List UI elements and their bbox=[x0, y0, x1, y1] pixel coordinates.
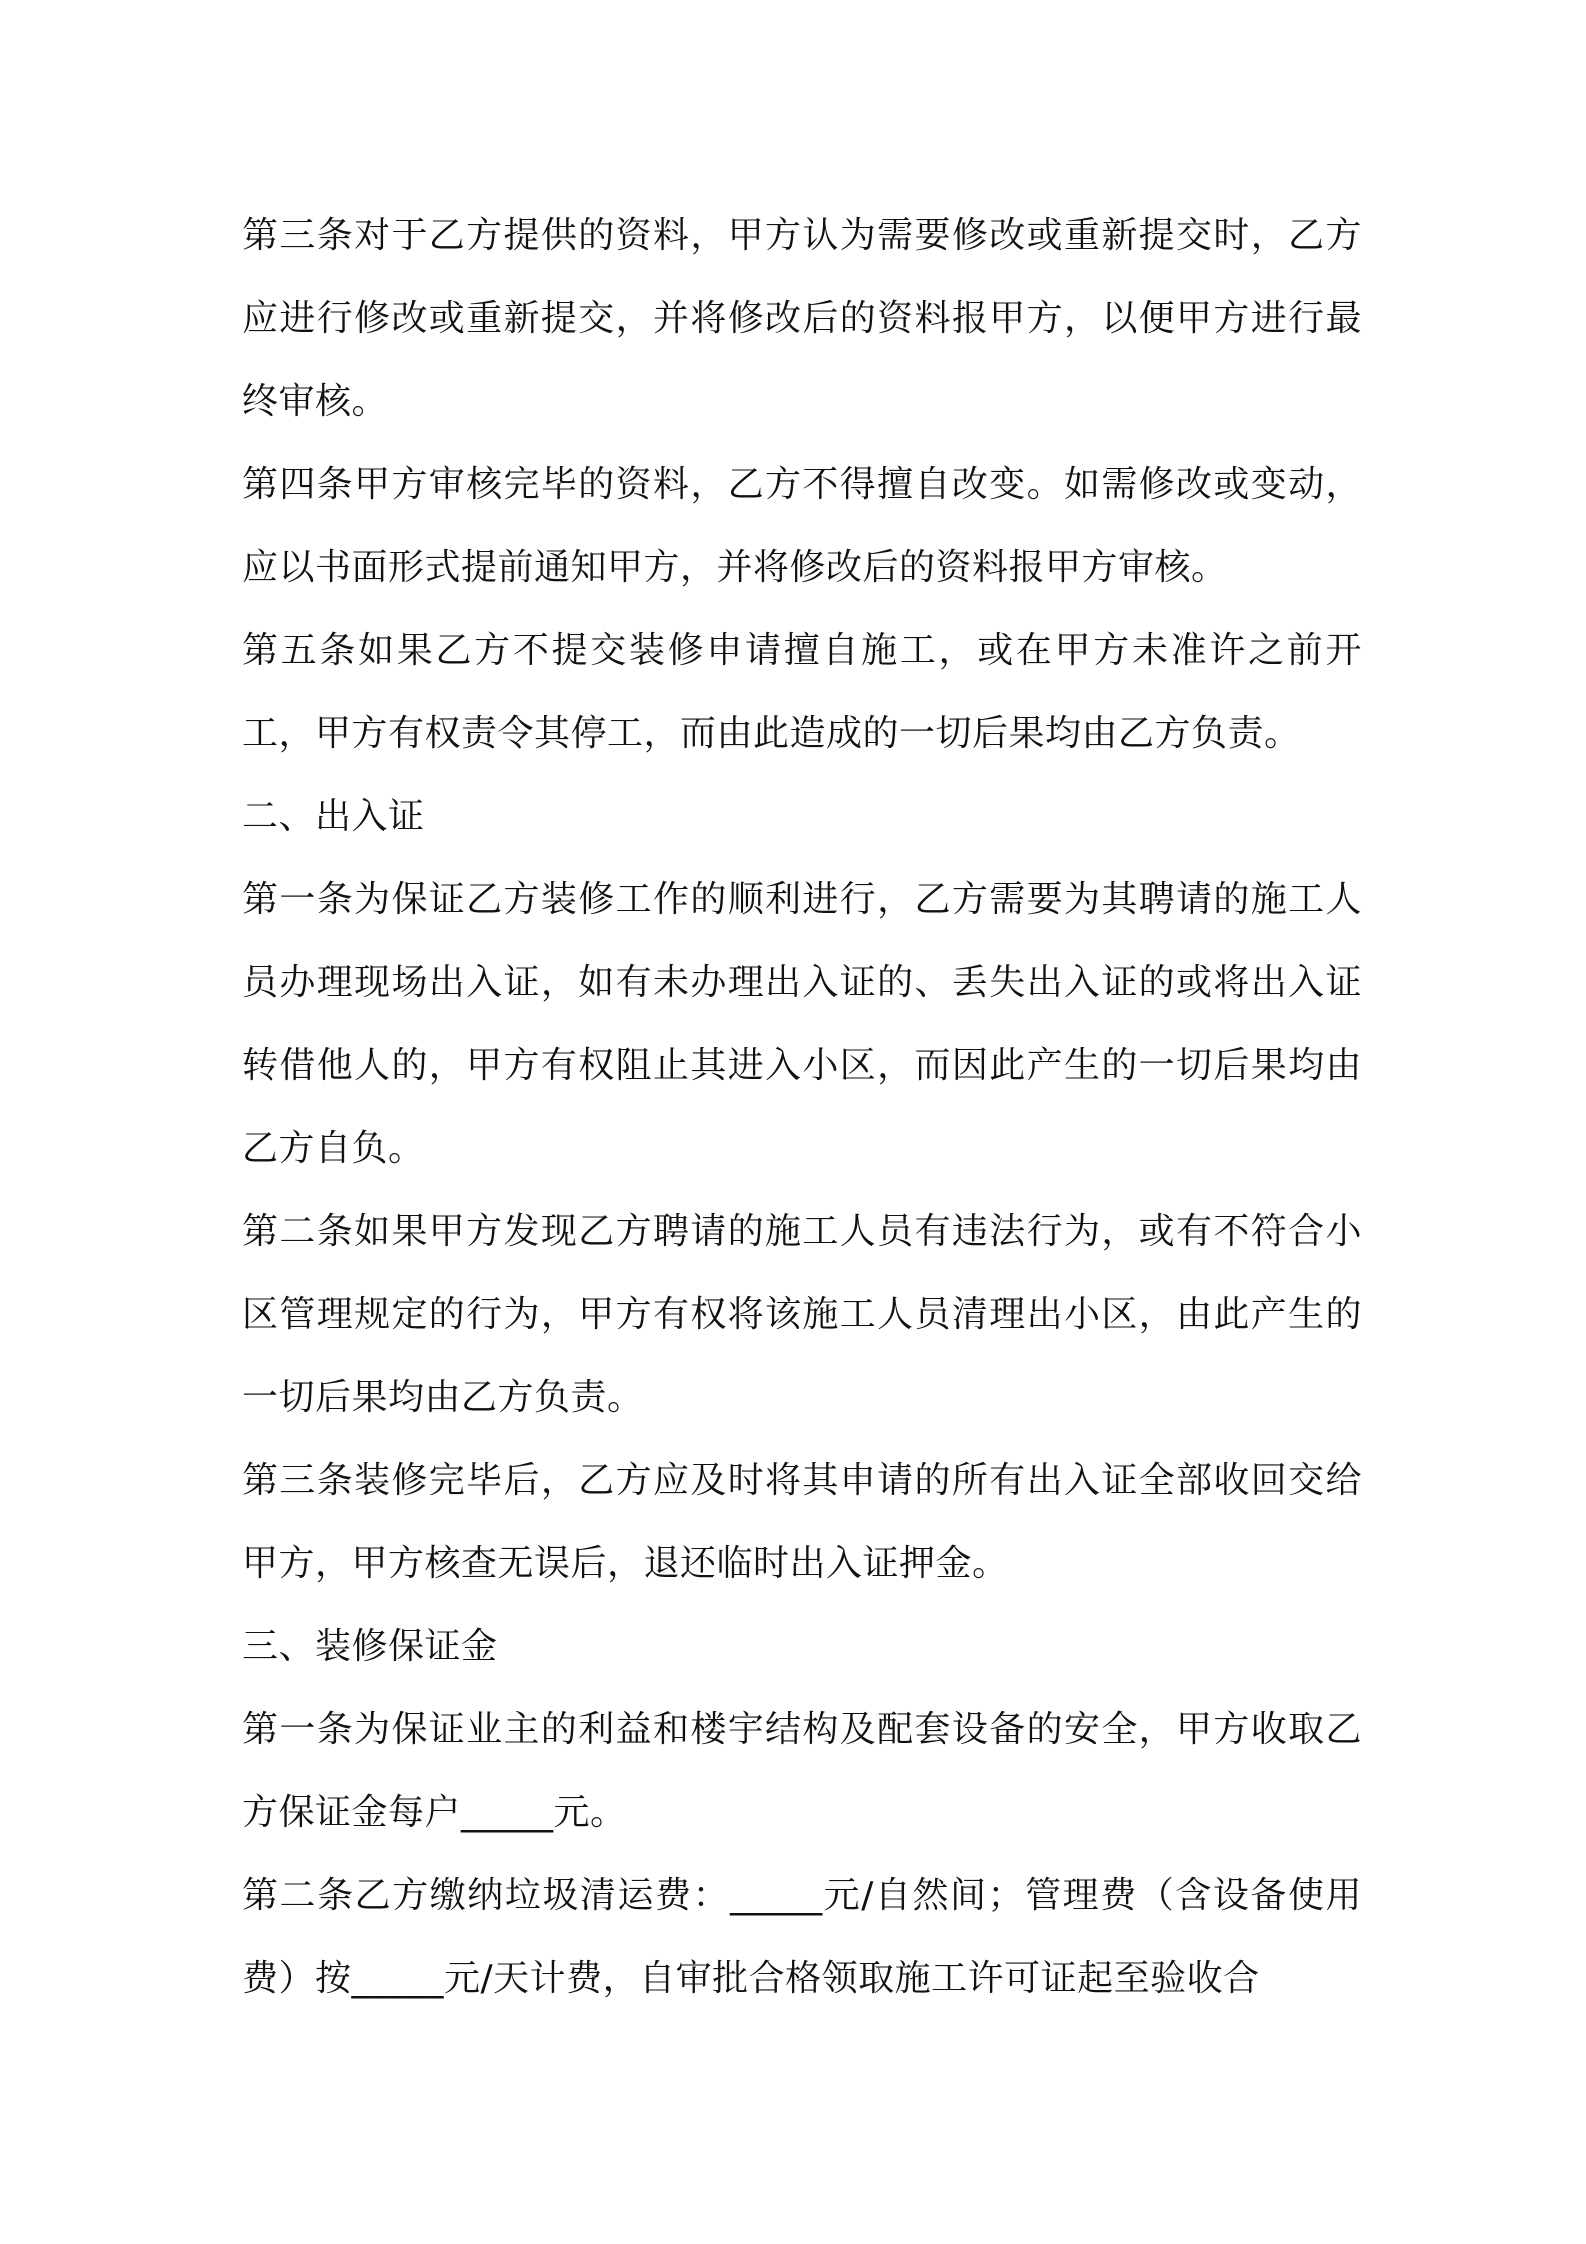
clause-5-unauthorized-construction: 第五条如果乙方不提交装修申请擅自施工，或在甲方未准许之前开工，甲方有权责令其停工，而由此造成的一切后果均由乙方负责。 bbox=[242, 630, 1362, 754]
clause-4-no-unauthorized-change: 第四条甲方审核完毕的资料，乙方不得擅自改变。如需修改或变动，应以书面形式提前通知甲方，并将修改后的资料报甲方审核。 bbox=[242, 464, 1362, 588]
access-clause-2: 第二条如果甲方发现乙方聘请的施工人员有违法行为，或有不符合小区管理规定的行为，甲方有权将该施工人员清理出小区，由此产生的一切后果均由乙方负责。 bbox=[242, 1211, 1362, 1418]
clause-3-material-revision: 第三条对于乙方提供的资料，甲方认为需要修改或重新提交时，乙方应进行修改或重新提交，并将修改后的资料报甲方，以便甲方进行最终审核。 bbox=[242, 215, 1362, 422]
section-heading-access-pass: 二、出入证 bbox=[242, 796, 425, 837]
document-body bbox=[242, 194, 1362, 2020]
access-clause-1: 第一条为保证乙方装修工作的顺利进行，乙方需要为其聘请的施工人员办理现场出入证，如有未办理出入证的、丢失出入证的或将出入证转借他人的，甲方有权阻止其进入小区，而因此产生的一切后果均由乙方自负。 bbox=[242, 879, 1362, 1169]
access-clause-3: 第三条装修完毕后，乙方应及时将其申请的所有出入证全部收回交给甲方，甲方核查无误后，退还临时出入证押金。 bbox=[242, 1460, 1362, 1584]
deposit-clause-2: 第二条乙方缴纳垃圾清运费：_____元/自然间；管理费（含设备使用费）按_____元/天计费，自审批合格领取施工许可证起至验收合 bbox=[242, 1875, 1362, 1999]
deposit-clause-1: 第一条为保证业主的利益和楼宇结构及配套设备的安全，甲方收取乙方保证金每户_____元。 bbox=[242, 1709, 1362, 1833]
section-heading-deposit: 三、装修保证金 bbox=[242, 1626, 498, 1667]
